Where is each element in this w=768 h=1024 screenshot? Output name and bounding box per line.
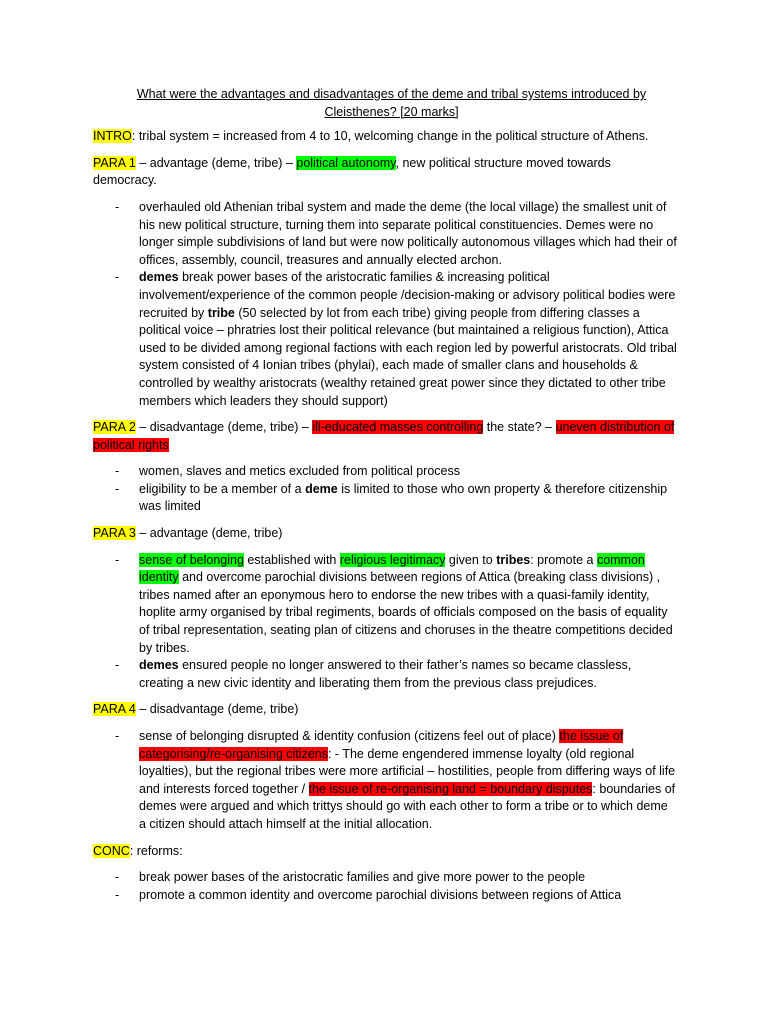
para1-bullets [93,199,678,410]
bullet-dash: - [115,464,120,479]
para3-bullet1-text-d: and overcome parochial divisions between regions of Attica (breaking class divisions) , tribes named after an eponymous hero to endorse the new tribes with a quasi-family identity, hoplite army organised by tribal regiments, boards of officials composed on the basis of equality of tribal representation, seating plan of citizens and choruses in the theatre competitions decided by tribes. [139,570,673,655]
bullet-dash: - [115,199,120,214]
bullet-dash: - [115,870,120,885]
list-item [93,463,678,481]
bullet-dash: - [115,270,120,285]
para3-bullet1-highlight2: religious legitimacy [339,552,446,567]
para3-bullets [93,552,678,693]
essay-title: What were the advantages and disadvantages of the deme and tribal systems introduced by Cleisthenes? [20 marks] [136,87,647,119]
conc-bullets [93,869,678,904]
para1-bullet2-text-b: (50 selected by lot from each tribe) giving people from differing classes a political voice – phratries lost their political relevance (but maintained a religious function), Attica used to be divided among regional factions with each region led by powerful aristocrats. Old tribal system consisted of 4 Ionian tribes (phylai), each made of smaller clans and households & controlled by wealthy aristocrats (wealthy retained great power since they dictated to other tribe members which leaders they should support) [139,305,677,408]
para2-highlight2: uneven distribution of political rights [93,420,675,452]
para2-text-b: the state? – [483,420,556,435]
para1-bullet2-text-a: break power bases of the aristocratic families & increasing political involvement/experience of the common people /decision-making or advisory political bodies were recruited by [139,270,676,320]
para2-bullet2-text-a: eligibility to be a member of a [139,481,306,496]
bullet-dash: - [115,481,120,496]
para1-tag: PARA 1 [93,155,136,170]
para4-text: – disadvantage (deme, tribe) [135,702,299,717]
conc-tag: CONC [93,843,130,858]
para2-bullets [93,463,678,516]
para2-heading [93,419,678,454]
list-item [93,887,678,905]
para3-bullet1-text-c: : promote a [530,552,597,567]
para3-bullet1-highlight3: common identity [139,552,645,585]
para1-bullet1-text: overhauled old Athenian tribal system and made the deme (the local village) the smallest unit of his new political structure, turning them into separate political constituencies. Demes were no longer simple subdivisions of land but were now politically autonomous villages which had their of offices, assembly, council, treasures and annually elected archon. [139,199,677,267]
para1-bullet2-bold2: tribe [207,305,235,320]
list-item [93,552,678,658]
intro-tag: INTRO [93,129,132,144]
para3-bullet1-text-b: given to [445,552,497,567]
para2-bullet1-text: women, slaves and metics excluded from political process [139,464,460,479]
para4-bullet1-highlight2: the issue of re-organising land = boundary disputes [308,781,593,796]
list-item [93,728,678,834]
para2-highlight1: ill-educated masses controlling [312,420,484,435]
para3-bullet1-bold: tribes [496,552,531,567]
para4-bullet1-text-b: : - The deme engendered immense loyalty (old regional loyalties), but the regional tribes were more artificial – hostilities, people from differing ways of life and interests forced together / [139,746,676,796]
para2-bullet2-text-b: is limited to those who own property & therefore citizenship was limited [139,481,668,514]
list-item [93,199,678,269]
conc-text: : reforms: [129,843,183,858]
para1-text-a: – advantage (deme, tribe) – [135,155,297,170]
para3-text: – advantage (deme, tribe) [135,526,283,541]
para4-bullet1-text-c: : boundaries of demes were argued and which trittys should go with each other to form a tribe or to which deme a citizen should attach himself at the initial allocation. [139,781,676,831]
para3-bullet1-text-a: established with [243,552,340,567]
para4-tag: PARA 4 [93,702,136,717]
intro-paragraph [93,128,678,146]
list-item [93,269,678,410]
para3-bullet2-text: ensured people no longer answered to their father’s names so became classless, creating a new civic identity and liberating them from the previous class prejudices. [139,658,632,690]
para1-text-b: , new political structure moved towards democracy. [93,155,611,188]
para4-bullet1-highlight1: the issue of categorising/re-organising citizens [139,729,624,761]
para2-tag: PARA 2 [93,420,136,435]
para3-heading [93,525,678,543]
conc-bullet2-text: promote a common identity and overcome parochial divisions between regions of Attica [139,887,622,902]
intro-text: : tribal system = increased from 4 to 10, welcoming change in the political structure of Athens. [131,129,649,144]
para4-bullet1-text-a: sense of belonging disrupted & identity confusion (citizens feel out of place) [139,729,560,743]
bullet-dash: - [115,729,120,743]
para4-bullets [93,728,678,834]
para2-bullet2-bold: deme [305,481,338,496]
conc-bullet1-text: break power bases of the aristocratic families and give more power to the people [139,870,586,885]
para4-heading [93,701,678,719]
para1-heading [93,155,678,190]
bullet-dash: - [115,658,120,673]
para3-bullet1-highlight1: sense of belonging [139,552,244,567]
para2-text-a: – disadvantage (deme, tribe) – [135,420,313,435]
list-item [93,869,678,887]
para3-bullet2-bold: demes [139,658,179,673]
conc-heading [93,843,678,861]
bullet-dash: - [115,887,120,902]
list-item [93,481,678,516]
bullet-dash: - [115,552,120,567]
para1-bullet2-bold: demes [139,270,179,285]
para3-tag: PARA 3 [93,526,136,541]
list-item [93,657,678,692]
para1-highlight: political autonomy [296,155,396,170]
